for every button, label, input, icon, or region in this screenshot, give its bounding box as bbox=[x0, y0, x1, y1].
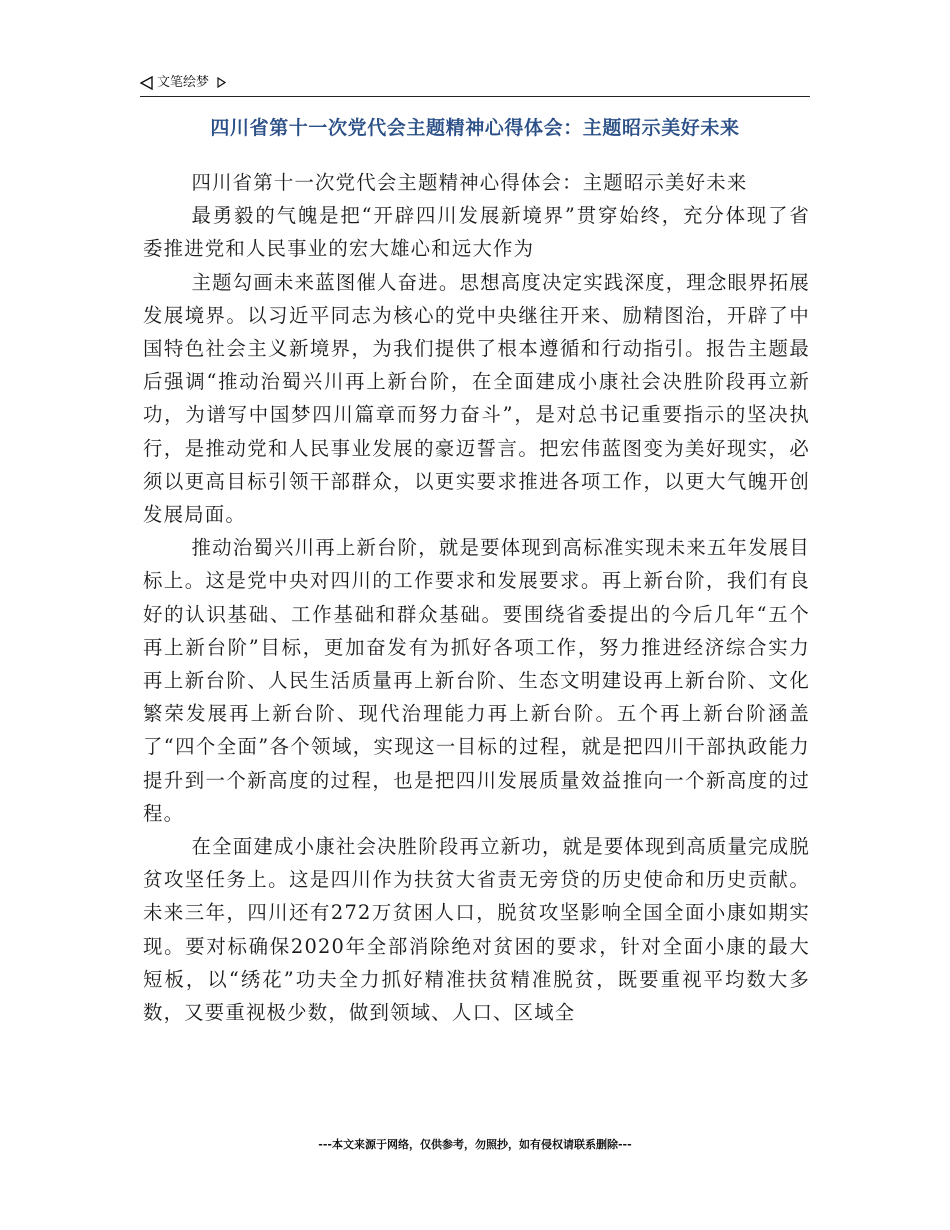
triangle-right-icon bbox=[217, 77, 226, 88]
body-paragraph: 推动治蜀兴川再上新台阶，就是要体现到高标准实现未来五年发展目标上。这是党中央对四川的工作要求和发展要求。再上新台阶，我们有良好的认识基础、工作基础和群众基础。要围绕省委提出的今后几年“五个再上新台阶”目标，更加奋发有为抓好各项工作，努力推进经济综合实力再上新台阶、人民生活质量再上新台阶、生态文明建设再上新台阶、文化繁荣发展再上新台阶、现代治理能力再上新台阶。五个再上新台阶涵盖了“四个全面”各个领域，实现这一目标的过程，就是把四川干部执政能力提升到一个新高度的过程，也是把四川发展质量效益推向一个新高度的过程。 bbox=[143, 536, 810, 825]
body-paragraph: 主题勾画未来蓝图催人奋进。思想高度决定实践深度，理念眼界拓展发展境界。以习近平同志为核心的党中央继往开来、励精图治，开辟了中国特色社会主义新境界，为我们提供了根本遵循和行动指引。报告主题最后强调“推动治蜀兴川再上新台阶，在全面建成小康社会决胜阶段再立新功，为谱写中国梦四川篇章而努力奋斗”，是对总书记重要指示的坚决执行，是推动党和人民事业发展的豪迈誓言。把宏伟蓝图变为美好现实，必须以更高目标引领干部群众，以更实要求推进各项工作，以更大气魄开创发展局面。 bbox=[143, 270, 810, 527]
brand-name: 文笔绘梦 bbox=[157, 75, 210, 90]
body-paragraph: 在全面建成小康社会决胜阶段再立新功，就是要体现到高质量完成脱贫攻坚任务上。这是四川作为扶贫大省责无旁贷的历史使命和历史贡献。未来三年，四川还有272万贫困人口，脱贫攻坚影响全国全面小康如期实现。要对标确保2020年全部消除绝对贫困的要求，针对全面小康的最大短板，以“绣花”功夫全力抓好精准扶贫精准脱贫，既要重视平均数大多数，又要重视极少数，做到领域、人口、区域全 bbox=[143, 835, 810, 1025]
page-footer: ---本文来源于网络，仅供参考，勿照抄，如有侵权请联系删除--- bbox=[318, 1138, 632, 1151]
page-header bbox=[140, 70, 810, 97]
body-paragraph: 最勇毅的气魄是把“开辟四川发展新境界”贯穿始终，充分体现了省委推进党和人民事业的宏大雄心和远大作为 bbox=[143, 204, 810, 261]
document-body bbox=[143, 166, 810, 1029]
triangle-left-icon bbox=[140, 76, 153, 90]
document-title: 四川省第十一次党代会主题精神心得体会：主题昭示美好未来 bbox=[210, 117, 740, 139]
subtitle-paragraph: 四川省第十一次党代会主题精神心得体会：主题昭示美好未来 bbox=[191, 171, 748, 194]
brand-mark bbox=[140, 70, 226, 96]
